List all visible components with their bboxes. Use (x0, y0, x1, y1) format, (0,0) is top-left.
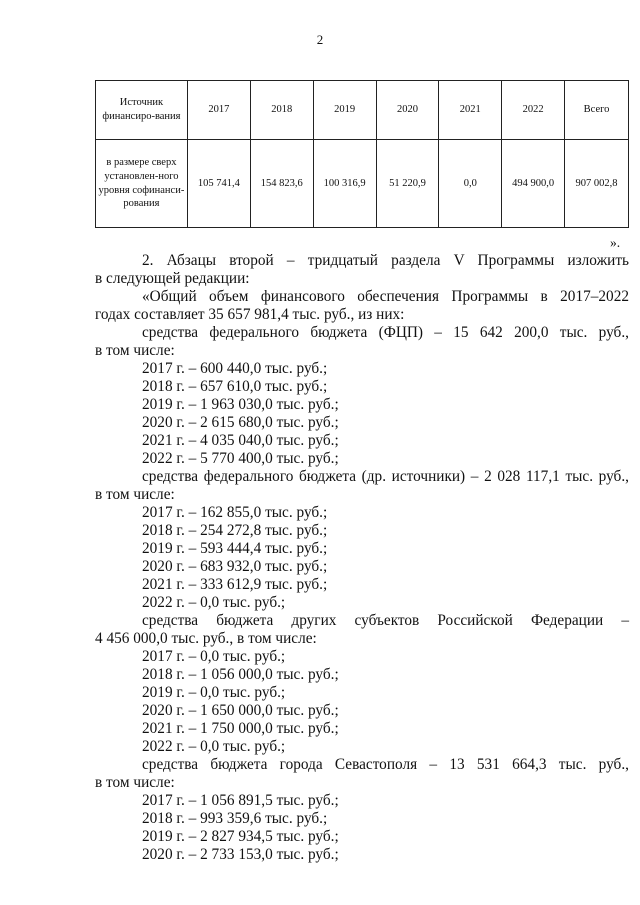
table-cell: 51 220,9 (376, 140, 439, 228)
table-cell: 907 002,8 (565, 140, 629, 228)
year-line: 2020 г. – 2 733 153,0 тыс. руб.; (142, 846, 339, 863)
table-header-cell: 2022 (502, 81, 565, 140)
table-cell: 105 741,4 (187, 140, 250, 228)
year-line: 2019 г. – 1 963 030,0 тыс. руб.; (142, 396, 339, 413)
paragraph-line: средства бюджета других субъектов Российской Федерации – (142, 612, 629, 629)
year-line: 2022 г. – 5 770 400,0 тыс. руб.; (142, 450, 339, 467)
year-line: 2021 г. – 333 612,9 тыс. руб.; (142, 576, 328, 593)
year-line: 2019 г. – 593 444,4 тыс. руб.; (142, 540, 328, 557)
year-line: 2018 г. – 254 272,8 тыс. руб.; (142, 522, 328, 539)
paragraph-line: «Общий объем финансового обеспечения Программы в 2017–2022 (142, 288, 629, 305)
year-line: 2018 г. – 993 359,6 тыс. руб.; (142, 810, 328, 827)
table-cell: 494 900,0 (502, 140, 565, 228)
year-line: 2019 г. – 2 827 934,5 тыс. руб.; (142, 828, 339, 845)
year-line: 2020 г. – 1 650 000,0 тыс. руб.; (142, 702, 339, 719)
table-header-cell: 2020 (376, 81, 439, 140)
table-cell: в размере сверх установлен-ного уровня софинанси-рования (96, 140, 188, 228)
table-cell: 0,0 (439, 140, 502, 228)
table-header-row (96, 81, 629, 140)
paragraph-line: в следующей редакции: (95, 270, 250, 287)
year-line: 2022 г. – 0,0 тыс. руб.; (142, 738, 286, 755)
paragraph-line: 2. Абзацы второй – тридцатый раздела V Программы изложить (142, 252, 629, 269)
table-cell: 154 823,6 (250, 140, 313, 228)
financing-table (95, 80, 629, 228)
table-row (96, 140, 629, 228)
year-line: 2021 г. – 4 035 040,0 тыс. руб.; (142, 432, 339, 449)
paragraph-line: средства федерального бюджета (ФЦП) – 15 642 200,0 тыс. руб., (142, 324, 629, 341)
year-line: 2018 г. – 1 056 000,0 тыс. руб.; (142, 666, 339, 683)
year-line: 2020 г. – 2 615 680,0 тыс. руб.; (142, 414, 339, 431)
year-line: 2017 г. – 1 056 891,5 тыс. руб.; (142, 792, 339, 809)
year-line: 2017 г. – 162 855,0 тыс. руб.; (142, 504, 328, 521)
year-line: 2017 г. – 600 440,0 тыс. руб.; (142, 360, 328, 377)
table-header-cell: 2019 (313, 81, 376, 140)
table-header-cell: 2018 (250, 81, 313, 140)
table-header-cell: 2017 (187, 81, 250, 140)
table-header-cell: Источник финансиро-вания (96, 81, 188, 140)
paragraph-line: средства федерального бюджета (др. источники) – 2 028 117,1 тыс. руб., (142, 468, 629, 485)
paragraph-line: в том числе: (95, 774, 175, 791)
year-line: 2019 г. – 0,0 тыс. руб.; (142, 684, 286, 701)
paragraph-line: в том числе: (95, 486, 175, 503)
paragraph-line: 4 456 000,0 тыс. руб., в том числе: (95, 630, 317, 647)
paragraph-line: средства бюджета города Севастополя – 13 531 664,3 тыс. руб., (142, 756, 629, 773)
document-body (95, 252, 629, 864)
year-line: 2022 г. – 0,0 тыс. руб.; (142, 594, 286, 611)
table-header-cell: 2021 (439, 81, 502, 140)
table-header-cell: Всего (565, 81, 629, 140)
paragraph-line: годах составляет 35 657 981,4 тыс. руб., из них: (95, 306, 405, 323)
page-number: 2 (316, 32, 324, 47)
closing-quote: ». (610, 235, 621, 250)
year-line: 2021 г. – 1 750 000,0 тыс. руб.; (142, 720, 339, 737)
year-line: 2017 г. – 0,0 тыс. руб.; (142, 648, 286, 665)
year-line: 2018 г. – 657 610,0 тыс. руб.; (142, 378, 328, 395)
year-line: 2020 г. – 683 932,0 тыс. руб.; (142, 558, 328, 575)
paragraph-line: в том числе: (95, 342, 175, 359)
table-cell: 100 316,9 (313, 140, 376, 228)
